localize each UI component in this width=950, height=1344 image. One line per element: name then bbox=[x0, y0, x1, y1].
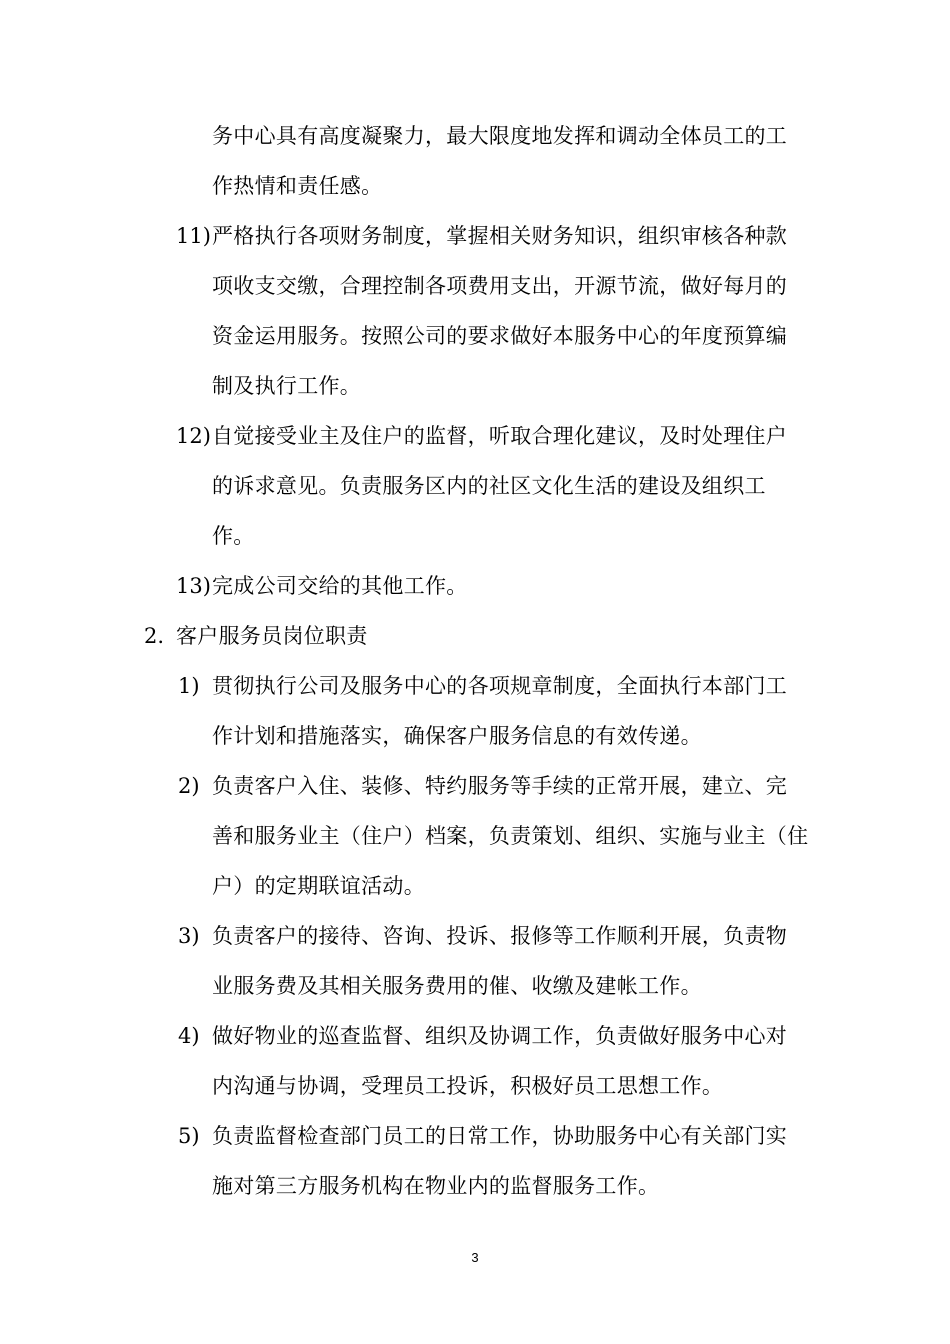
list-item-line: 业服务费及其相关服务费用的催、收缴及建帐工作。 bbox=[212, 974, 702, 998]
list-item-line: 自觉接受业主及住户的监督，听取合理化建议，及时处理住户 bbox=[212, 424, 788, 448]
list-item-number: 12) bbox=[176, 424, 211, 448]
list-item-number: 11) bbox=[176, 224, 211, 248]
list-item-line: 作计划和措施落实，确保客户服务信息的有效传递。 bbox=[212, 724, 702, 748]
list-item-line: 资金运用服务。按照公司的要求做好本服务中心的年度预算编 bbox=[212, 324, 788, 348]
list-item-number: 2) bbox=[178, 774, 200, 798]
paragraph-line: 作热情和责任感。 bbox=[212, 174, 383, 198]
list-item-number: 5) bbox=[178, 1124, 200, 1148]
list-item-line: 作。 bbox=[212, 524, 255, 548]
list-item-line: 完成公司交给的其他工作。 bbox=[212, 574, 468, 598]
section-number: 2. bbox=[144, 624, 165, 648]
list-item-number: 3) bbox=[178, 924, 200, 948]
list-item-line: 贯彻执行公司及服务中心的各项规章制度，全面执行本部门工 bbox=[212, 674, 788, 698]
list-item-line: 的诉求意见。负责服务区内的社区文化生活的建设及组织工 bbox=[212, 474, 766, 498]
section-title: 客户服务员岗位职责 bbox=[176, 624, 368, 648]
list-item-line: 负责客户入住、装修、特约服务等手续的正常开展，建立、完 bbox=[212, 774, 788, 798]
list-item-line: 负责客户的接待、咨询、投诉、报修等工作顺利开展，负责物 bbox=[212, 924, 788, 948]
list-item-line: 制及执行工作。 bbox=[212, 374, 362, 398]
paragraph-line: 务中心具有高度凝聚力，最大限度地发挥和调动全体员工的工 bbox=[212, 124, 788, 148]
list-item-line: 严格执行各项财务制度，掌握相关财务知识，组织审核各种款 bbox=[212, 224, 788, 248]
list-item-line: 户）的定期联谊活动。 bbox=[212, 874, 425, 898]
list-item-line: 做好物业的巡查监督、组织及协调工作，负责做好服务中心对 bbox=[212, 1024, 788, 1048]
page-number: 3 bbox=[471, 1250, 479, 1265]
list-item-line: 内沟通与协调，受理员工投诉，积极好员工思想工作。 bbox=[212, 1074, 724, 1098]
list-item-line: 项收支交缴，合理控制各项费用支出，开源节流，做好每月的 bbox=[212, 274, 788, 298]
list-item-number: 4) bbox=[178, 1024, 200, 1048]
list-item-number: 13) bbox=[176, 574, 211, 598]
list-item-number: 1) bbox=[178, 674, 200, 698]
list-item-line: 负责监督检查部门员工的日常工作，协助服务中心有关部门实 bbox=[212, 1124, 788, 1148]
list-item-line: 施对第三方服务机构在物业内的监督服务工作。 bbox=[212, 1174, 660, 1198]
list-item-line: 善和服务业主（住户）档案，负责策划、组织、实施与业主（住 bbox=[212, 824, 809, 848]
